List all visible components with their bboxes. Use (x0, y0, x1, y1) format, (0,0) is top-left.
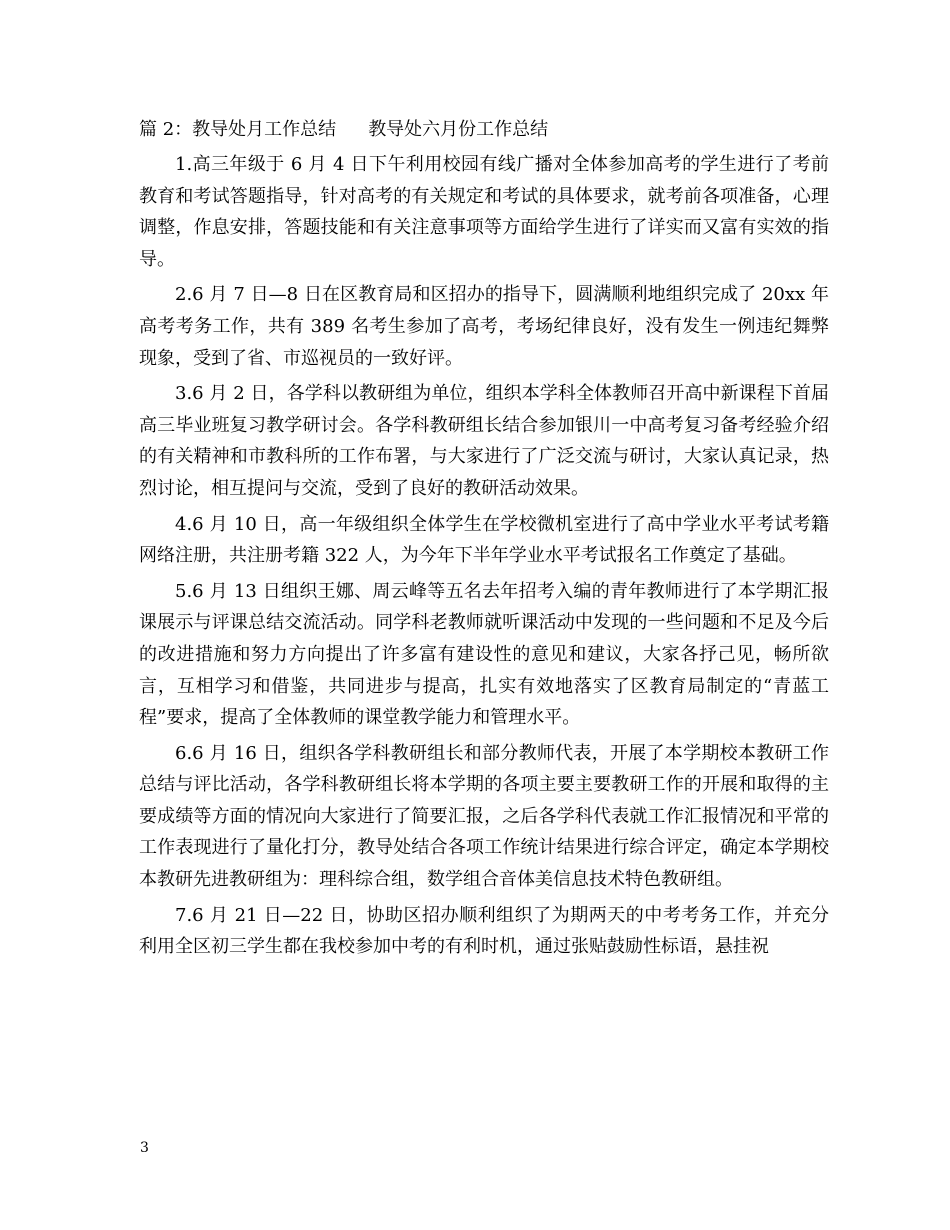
paragraph-1: 1.高三年级于 6 月 4 日下午利用校园有线广播对全体参加高考的学生进行了考前教育和考试答题指导，针对高考的有关规定和考试的具体要求，就考前各项准备，心理调整，作息安排，答题技能和有关注意事项等方面给学生进行了详实而又富有实效的指导。 (139, 154, 829, 270)
paragraph-3: 3.6 月 2 日，各学科以教研组为单位，组织本学科全体教师召开高中新课程下首届高三毕业班复习教学研讨会。各学科教研组长结合参加银川一中高考复习备考经验介绍的有关精神和市教科所的工作布署，与大家进行了广泛交流与研讨，大家认真记录，热烈讨论，相互提问与交流，受到了良好的教研活动效果。 (139, 383, 829, 499)
page-number: 3 (140, 1140, 149, 1156)
paragraph-2: 2.6 月 7 日—8 日在区教育局和区招办的指导下，圆满顺利地组织完成了 20xx 年高考考务工作，共有 389 名考生参加了高考，考场纪律良好，没有发生一例违纪舞弊现象，受到了省、市巡视员的一致好评。 (139, 284, 829, 369)
paragraph-7: 7.6 月 21 日—22 日，协助区招办顺利组织了为期两天的中考考务工作，并充分利用全区初三学生都在我校参加中考的有利时机，通过张贴鼓励性标语，悬挂祝 (139, 904, 829, 958)
heading-part-2: 教导处六月份工作总结 (368, 119, 549, 140)
heading-part-1: 篇 2：教导处月工作总结 (139, 119, 337, 140)
paragraph-5: 5.6 月 13 日组织王娜、周云峰等五名去年招考入编的青年教师进行了本学期汇报课展示与评课总结交流活动。同学科老教师就听课活动中发现的一些问题和不足及今后的改进措施和努力方向提出了许多富有建设性的意见和建议，大家各抒己见，畅所欲言，互相学习和借鉴，共同进步与提高，扎实有效地落实了区教育局制定的“青蓝工程”要求，提高了全体教师的课堂教学能力和管理水平。 (139, 580, 829, 729)
document-page (139, 118, 829, 967)
paragraph-4: 4.6 月 10 日，高一年级组织全体学生在学校微机室进行了高中学业水平考试考籍网络注册，共注册考籍 322 人，为今年下半年学业水平考试报名工作奠定了基础。 (139, 513, 829, 567)
section-heading (139, 118, 829, 142)
paragraph-6: 6.6 月 16 日，组织各学科教研组长和部分教师代表，开展了本学期校本教研工作总结与评比活动，各学科教研组长将本学期的各项主要主要教研工作的开展和取得的主要成绩等方面的情况向大家进行了简要汇报，之后各学科代表就工作汇报情况和平常的工作表现进行了量化打分，教导处结合各项工作统计结果进行综合评定，确定本学期校本教研先进教研组为：理科综合组，数学组合音体美信息技术特色教研组。 (139, 742, 829, 891)
